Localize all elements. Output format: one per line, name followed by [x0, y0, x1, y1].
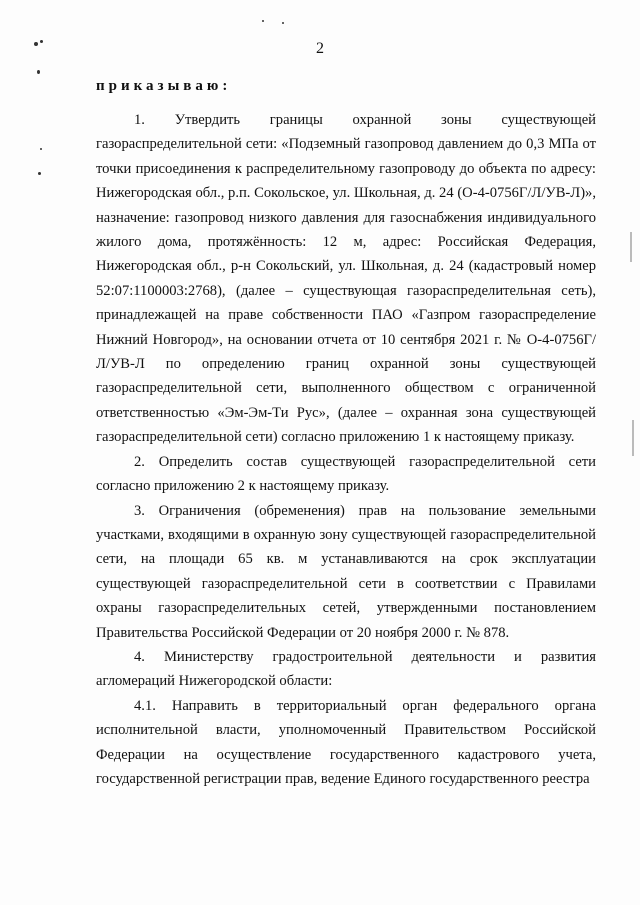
paragraph-1: 1. Утвердить границы охранной зоны существующей газораспределительной сети: «Подземный газопровод давлением до 0,3 МПа от точки присоединения к распределительному газопроводу до объекта по адресу: Нижегородская обл., р.п. Сокольское, ул. Школьная, д. 24 (О-4-0756Г/Л/УВ-Л)», назначение: газопровод низкого давления для газоснабжения индивидуального жилого дома, протяжённость: 12 м, адрес: Российская Федерация, Нижегородская обл., р-н Сокольский, ул. Школьная, д. 24 (кадастровый номер 52:07:1100003:2768), (далее – существующая газораспределительная сеть), принадлежащей на праве собственности ПАО «Газпром газораспределение Нижний Новгород», на основании отчета от 10 сентября 2021 г. № О-4-0756Г/Л/УВ-Л по определению границ охранной зоны существующей газораспределительной сети, выполненного обществом с ограниченной ответственностью «Эм-Эм-Ти Рус», (далее – охранная зона существующей газораспределительной сети) согласно приложению 1 к настоящему приказу. [96, 112, 596, 446]
scan-edge-mark [630, 232, 632, 262]
paragraph-3: 3. Ограничения (обременения) прав на пользование земельными участками, входящими в охранную зону существующей газораспределительной сети, на площади 65 кв. м устанавливаются на срок эксплуатации существующей газораспределительной сети в соответствии с Правилами охраны газораспределительных сетей, утвержденными постановлением Правительства Российской Федерации от 20 ноября 2000 г. № 878. [96, 502, 596, 641]
order-heading: приказываю: [96, 78, 232, 94]
paragraph-2: 2. Определить состав существующей газораспределительной сети согласно приложению 2 к настоящему приказу. [96, 453, 596, 495]
page-number: 2 [316, 40, 324, 57]
paragraph-4-1: 4.1. Направить в территориальный орган федерального органа исполнительной власти, уполномоченный Правительством Российской Федерации на осуществление государственного кадастрового учета, государственной регистрации прав, ведение Единого государственного реестра [96, 697, 596, 787]
paragraph-4: 4. Министерству градостроительной деятельности и развития агломераций Нижегородской области: [96, 648, 596, 690]
scan-speck [262, 20, 264, 22]
scan-speck [38, 172, 41, 175]
document-body [96, 108, 596, 791]
scan-speck [37, 70, 40, 74]
scan-speck [282, 22, 284, 24]
scan-speck [40, 148, 42, 150]
scan-edge-mark [632, 420, 634, 456]
